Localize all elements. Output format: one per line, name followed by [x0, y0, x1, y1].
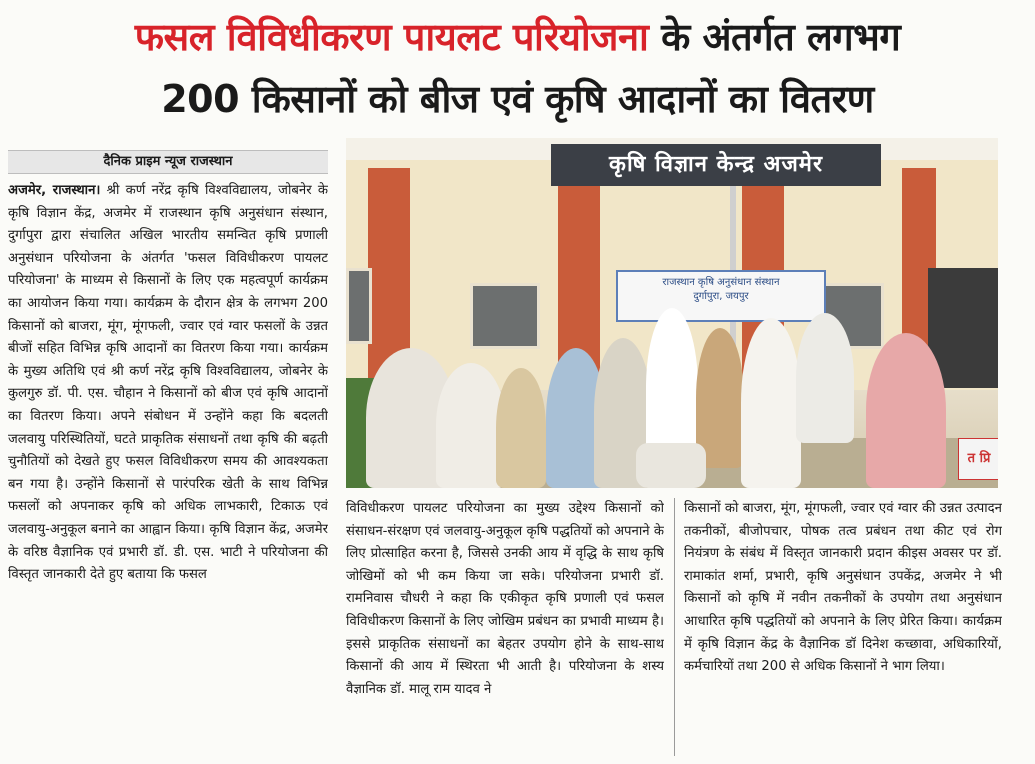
headline — [0, 6, 1035, 130]
photo-banner-line-2: दुर्गापुरा, जयपुर — [693, 291, 749, 302]
photo-window — [470, 283, 540, 349]
photo-person — [496, 368, 546, 488]
headline-red-part: फसल विविधीकरण पायलट परियोजना — [134, 15, 649, 59]
article-column-1-text: श्री कर्ण नरेंद्र कृषि विश्वविद्यालय, जोबनेर के कृषि विज्ञान केंद्र, अजमेर में राजस्थान कृषि अनुसंधान संस्थान, दुर्गापुरा द्वारा संचालित अखिल भारतीय समन्वित कृषि प्रणाली अनुसंधान परियोजना के अंतर्गत 'फसल विविधीकरण पायलट परियोजना' के माध्यम से किसानों के लिए एक महत्वपूर्ण कार्यक्रम का आयोजन किया गया। कार्यक्रम के दौरान क्षेत्र के लगभग 200 किसानों को बाजरा, मूंग, मूंगफली, ज्वार एवं ग्वार फसलों के उन्नत बीजों सहित विभिन्न कृषि आदानों का वितरण किया गया। कार्यक्रम के मुख्य अतिथि एवं श्री कर्ण नरेंद्र कृषि विश्वविद्यालय, जोबनेर के कुलगुरु डॉ. पी. एस. चौहान ने किसानों को बीज एवं कृषि आदानों का वितरण किया। अपने संबोधन में उन्होंने कहा कि बदलती जलवायु परिस्थितियों, घटते प्राकृतिक संसाधनों तथा कृषि की बढ़ती चुनौतियों को देखते हुए फसल विविधीकरण समय की आवश्यकता बन गया है। उन्होंने किसानों से पारंपरिक खेती के साथ विभिन्न फसलों को अपनाकर कृषि को अधिक लाभकारी, टिकाऊ एवं जलवायु-अनुकूल बनाने का आह्वान किया। कृषि विज्ञान केंद्र, अजमेर के वरिष्ठ वैज्ञानिक एवं प्रभारी डॉ. डी. एस. भाटी ने परियोजना की विस्तृत जानकारी देते हुए बताया कि फसल — [8, 183, 328, 583]
photo-person — [866, 333, 946, 488]
news-photo — [346, 138, 998, 488]
photo-banner — [616, 270, 826, 322]
article-column-2: विविधीकरण पायलट परियोजना का मुख्य उद्देश्य किसानों को संसाधन-संरक्षण एवं जलवायु-अनुकूल कृषि पद्धतियों को अपनाने के लिए प्रोत्साहित करना है, जिससे उनकी आय में वृद्धि के साथ कृषि जोखिमों को भी कम किया जा सके। परियोजना प्रभारी डॉ. रामनिवास चौधरी ने कहा कि एकीकृत कृषि प्रणाली एवं फसल विविधीकरण किसानों के लिए जोखिम प्रबंधन का प्रभावी माध्यम है। इससे प्राकृतिक संसाधनों का बेहतर उपयोग होने के साथ-साथ किसानों की आय में स्थिरता भी आती है। परियोजना के शस्य वैज्ञानिक डॉ. मालू राम यादव ने — [346, 501, 664, 697]
article-dateline: अजमेर, राजस्थान। — [8, 183, 101, 198]
photo-person — [636, 443, 706, 488]
byline: दैनिक प्राइम न्यूज राजस्थान — [8, 150, 328, 174]
photo-window — [346, 268, 372, 344]
article-column-3: किसानों को बाजरा, मूंग, मूंगफली, ज्वार एवं ग्वार की उन्नत उत्पादन तकनीकों, बीजोपचार, पोषक तत्व प्रबंधन तथा कीट एवं रोग नियंत्रण के संबंध में विस्तृत जानकारी प्रदान कीइस अवसर पर डॉ. रामाकांत शर्मा, प्रभारी, कृषि अनुसंधान उपकेंद्र, अजमेर ने भी किसानों को कृषि में नवीन तकनीकों के उपयोग तथा अनुसंधान आधारित कृषि पद्धतियों को अपनाने के लिए प्रेरित किया। कार्यक्रम में कृषि विज्ञान केंद्र के वैज्ञानिक डॉ दिनेश कच्छावा, अधिकारियों, कर्मचारियों तथा 200 से अधिक किसानों ने भाग लिया। — [684, 501, 1002, 675]
photo-corner-label: त प्रि — [958, 438, 998, 480]
photo-person — [741, 318, 801, 488]
photo-building-sign: कृषि विज्ञान केन्द्र अजमेर — [551, 144, 881, 186]
column-divider — [674, 498, 675, 756]
photo-banner-line-1: राजस्थान कृषि अनुसंधान संस्थान — [662, 277, 780, 288]
headline-line-2: 200 किसानों को बीज एवं कृषि आदानों का वितरण — [161, 77, 874, 121]
headline-line-1 — [0, 6, 1035, 68]
article-column-1 — [8, 180, 328, 760]
photo-person — [796, 313, 854, 443]
headline-black-part: के अंतर्गत लगभग — [648, 15, 901, 59]
